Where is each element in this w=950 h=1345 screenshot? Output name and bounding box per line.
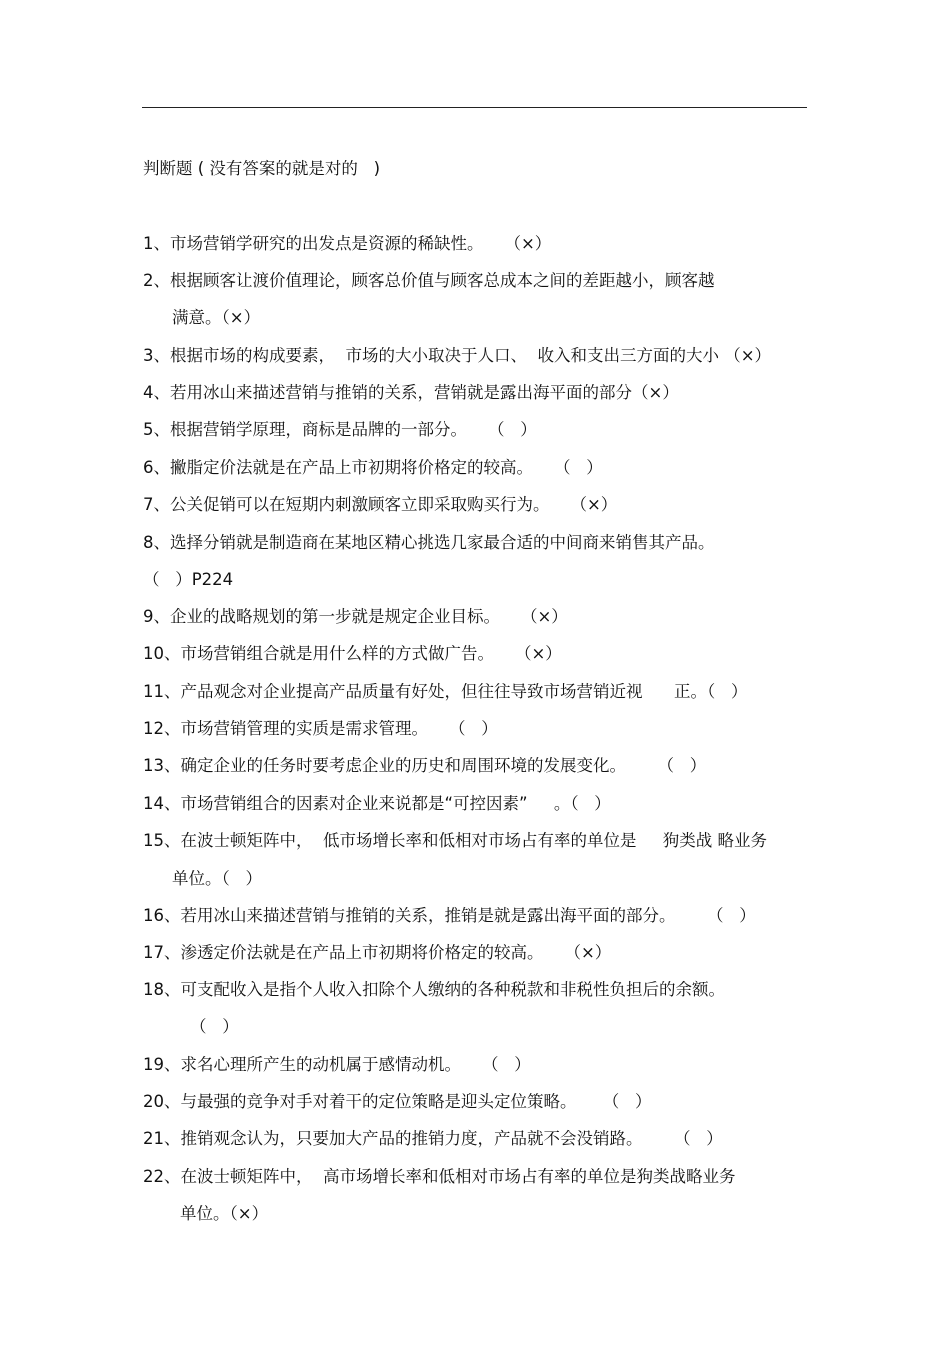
question-7: 7、公关促销可以在短期内刺激顾客立即采取购买行为。 （×） [143, 495, 618, 514]
question-6: 6、撇脂定价法就是在产品上市初期将价格定的较高。 （ ） [143, 458, 603, 477]
section-title: 判断题 ( 没有答案的就是对的 ) [143, 159, 381, 178]
question-21: 21、推销观念认为，只要加大产品的推销力度，产品就不会没销路。 （ ） [143, 1129, 723, 1148]
question-15: 15、在波士顿矩阵中， 低市场增长率和低相对市场占有率的单位是 狗类战 略业务 [143, 831, 767, 850]
question-20: 20、与最强的竞争对手对着干的定位策略是迎头定位策略。 （ ） [143, 1092, 652, 1111]
question-9: 9、企业的战略规划的第一步就是规定企业目标。 （×） [143, 607, 568, 626]
question-13: 13、确定企业的任务时要考虑企业的历史和周围环境的发展变化。 （ ） [143, 756, 707, 775]
question-15-cont: 单位。（ ） [172, 869, 262, 888]
question-11: 11、产品观念对企业提高产品质量有好处，但往往导致市场营销近视 正。（ ） [143, 682, 748, 701]
question-10: 10、市场营销组合就是用什么样的方式做广告。 （×） [143, 644, 562, 663]
question-16: 16、若用冰山来描述营销与推销的关系，推销是就是露出海平面的部分。 （ ） [143, 906, 756, 925]
question-5: 5、根据营销学原理，商标是品牌的一部分。 （ ） [143, 420, 537, 439]
header-rule [142, 107, 807, 108]
question-8: 8、选择分销就是制造商在某地区精心挑选几家最合适的中间商来销售其产品。 [143, 533, 715, 552]
question-17: 17、渗透定价法就是在产品上市初期将价格定的较高。 （×） [143, 943, 612, 962]
question-19: 19、求名心理所产生的动机属于感情动机。 （ ） [143, 1055, 531, 1074]
question-1: 1、市场营销学研究的出发点是资源的稀缺性。 （×） [143, 234, 552, 253]
question-2-cont: 满意。（×） [172, 308, 261, 327]
question-3: 3、根据市场的构成要素， 市场的大小取决于人口、 收入和支出三方面的大小 （×） [143, 346, 772, 365]
question-14: 14、市场营销组合的因素对企业来说都是“可控因素” 。（ ） [143, 794, 611, 813]
question-2: 2、根据顾客让渡价值理论，顾客总价值与顾客总成本之间的差距越小，顾客越 [143, 271, 715, 290]
question-18-cont: （ ） [190, 1017, 239, 1036]
question-12: 12、市场营销管理的实质是需求管理。 （ ） [143, 719, 498, 738]
question-4: 4、若用冰山来描述营销与推销的关系，营销就是露出海平面的部分（×） [143, 383, 679, 402]
question-18: 18、可支配收入是指个人收入扣除个人缴纳的各种税款和非税性负担后的余额。 [143, 980, 725, 999]
question-22-cont: 单位。（×） [180, 1204, 269, 1223]
question-8-cont: （ ）P224 [143, 570, 234, 589]
question-22: 22、在波士顿矩阵中， 高市场增长率和低相对市场占有率的单位是狗类战略业务 [143, 1167, 736, 1186]
